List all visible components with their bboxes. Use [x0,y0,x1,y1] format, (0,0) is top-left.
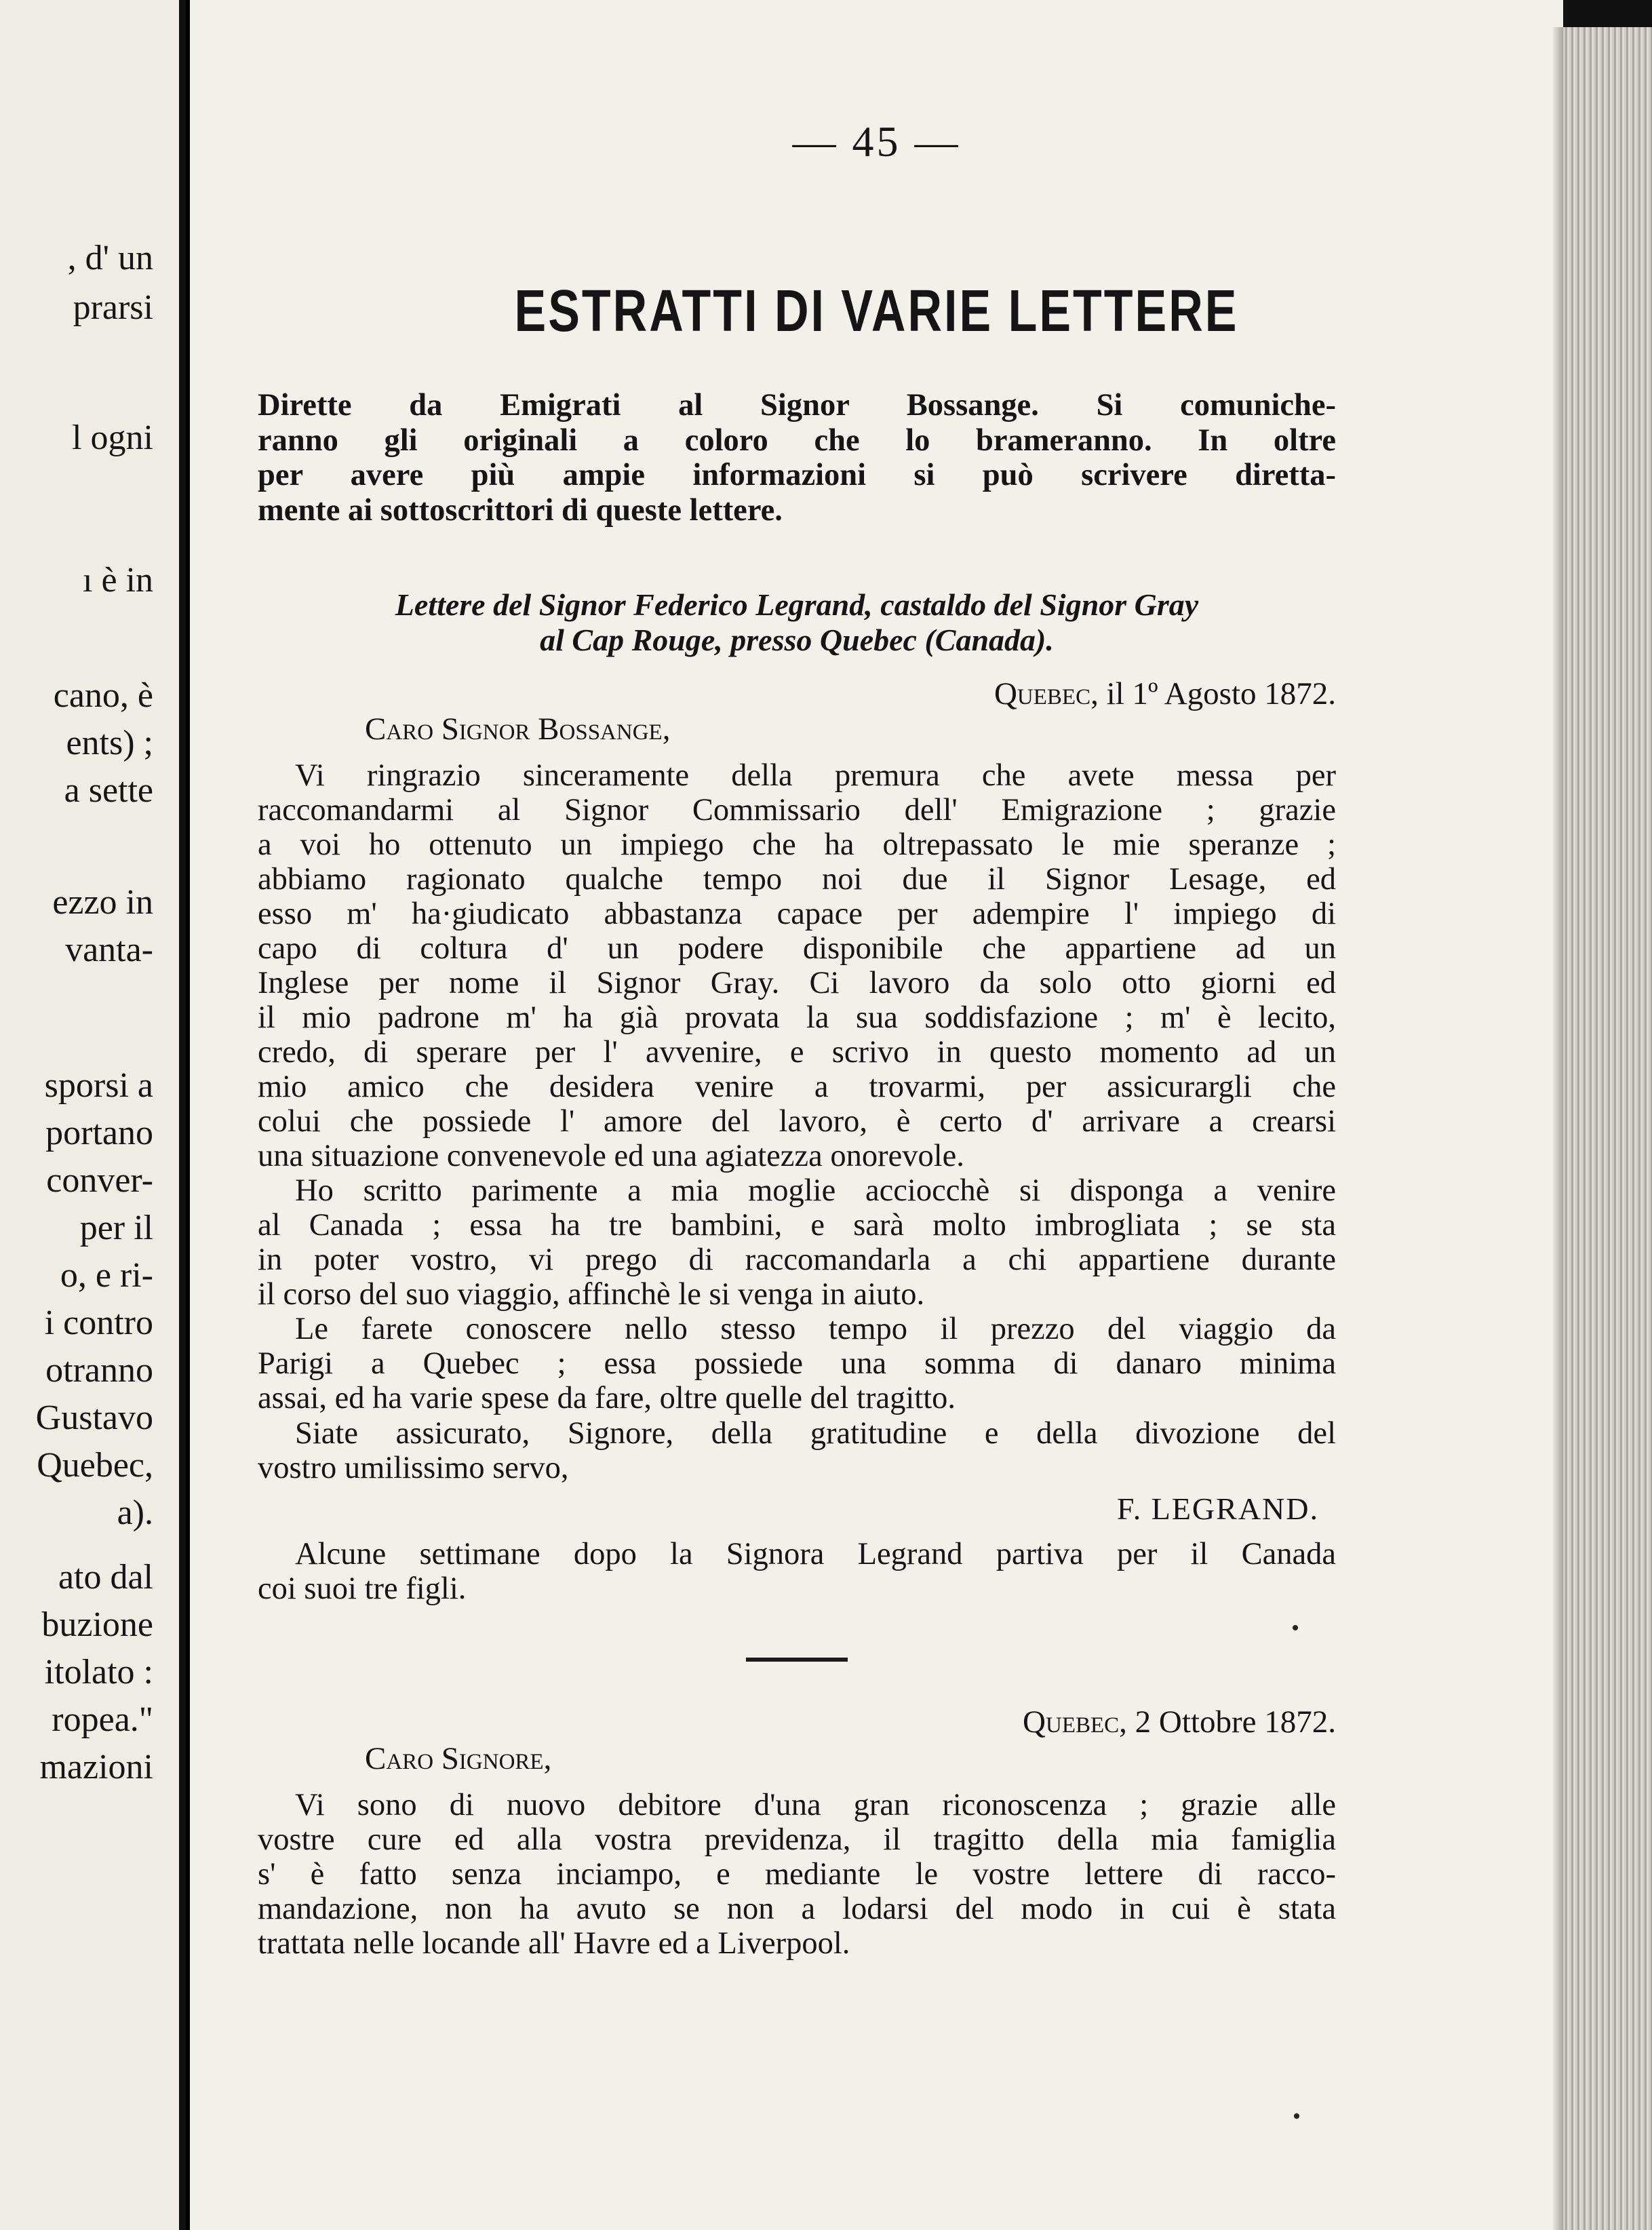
intro-line: mente ai sottoscrittori di queste lettere. [258,492,783,528]
left-page-line: conver- [46,1161,153,1200]
intro-line: Dirette da Emigrati al Signor Bossange. Si comuniche- [258,388,1336,423]
text-line: credo, di sperare per l' avvenire, e scrivo in questo momento ad un [258,1035,1336,1070]
letter2-dateline [1023,1704,1336,1740]
text-line: Le farete conoscere nello stesso tempo il prezzo del viaggio da [295,1312,1336,1346]
intro-line: per avere più ampie informazioni si può scrivere diretta- [258,458,1336,492]
left-page-line: ents) ; [66,724,153,762]
dateline-place: Quebec [994,676,1091,711]
page-number: — 45 — [792,117,961,165]
text-line: raccomandarmi al Signor Commissario dell' Emigrazione ; grazie [258,793,1336,827]
dateline-place: Quebec [1023,1704,1120,1740]
dateline-date: , 2 Ottobre 1872. [1119,1704,1336,1740]
text-line: mandazione, non ha avuto se non a lodarsi del modo in cui è stata [258,1892,1336,1926]
left-page-line: itolato : [44,1653,153,1691]
letter2-paragraph [258,1788,1336,1961]
letter1-paragraph-3 [258,1312,1336,1415]
left-page-line: a). [117,1493,153,1532]
left-page-line: prarsi [73,288,153,327]
text-line: Vi ringrazio sinceramente della premura che avete messa per [295,758,1336,793]
left-page-line: otranno [45,1351,153,1390]
left-page-line: vanta- [65,931,153,969]
letter1-salutation: Caro Signor Bossange, [365,711,671,747]
left-page-line: sporsi a [44,1066,153,1105]
text-line: il corso del suo viaggio, affinchè le si venga in aiuto. [258,1277,925,1312]
intro-paragraph [258,388,1336,528]
left-page-line: ı è in [83,561,153,600]
book-page-edges [1563,27,1652,2230]
ink-speck [1294,2113,1299,2119]
text-line: colui che possiede l' amore del lavoro, è certo d' arrivare a crearsi [258,1104,1336,1139]
text-line: al Canada ; essa ha tre bambini, e sarà molto imbrogliata ; se sta [258,1208,1336,1243]
text-line: in poter vostro, vi prego di raccomandarla a chi appartiene durante [258,1243,1336,1277]
subhead-line: al Cap Rouge, presso Quebec (Canada). [540,623,1054,657]
left-page-line: ato dal [58,1558,153,1597]
left-page-line: cano, è [53,676,153,715]
left-page-line: portano [45,1114,153,1152]
text-line: Alcune settimane dopo la Signora Legrand partiva per il Canada [295,1537,1336,1571]
left-page-line: ezzo in [52,883,153,922]
section-title: ESTRATTI DI VARIE LETTERE [514,277,1239,344]
text-line: Inglese per nome il Signor Gray. Ci lavoro da solo otto giorni ed [258,966,1336,1000]
text-line: mio amico che desidera venire a trovarmi, per assicurargli che [258,1070,1336,1104]
text-line: Siate assicurato, Signore, della gratitudine e della divozione del [295,1416,1336,1451]
left-page-line: o, e ri- [60,1256,153,1295]
text-line: coi suoi tre figli. [258,1571,467,1606]
text-line: a voi ho ottenuto un impiego che ha oltrepassato le mie speranze ; [258,827,1336,862]
letter1-paragraph-1 [258,758,1336,1173]
text-line: esso m' ha·giudicato abbastanza capace per adempire l' impiego di [258,897,1336,931]
dateline-date: , il 1º Agosto 1872. [1090,676,1336,711]
subhead-line: Lettere del Signor Federico Legrand, castaldo del Signor Gray [395,587,1199,622]
text-line: Vi sono di nuovo debitore d'una gran riconoscenza ; grazie alle [295,1788,1336,1822]
text-line: Parigi a Quebec ; essa possiede una somma di danaro minima [258,1346,1336,1381]
letter-divider [746,1658,848,1662]
ink-speck [1293,1625,1298,1630]
letters-subheading [258,587,1336,658]
letter1-dateline [994,676,1336,712]
text-line: trattata nelle locande all' Havre ed a Liverpool. [258,1926,850,1961]
intro-line: ranno gli originali a coloro che lo brameranno. In oltre [258,423,1336,458]
letter2-salutation: Caro Signore, [365,1741,552,1776]
left-page-line: l ogni [72,418,153,457]
text-line: il mio padrone m' ha già provata la sua soddisfazione ; m' è lecito, [258,1000,1336,1035]
left-page-line: ropea." [52,1700,153,1739]
left-page-line: a sette [64,771,153,810]
letter1-paragraph-2 [258,1173,1336,1312]
letter1-paragraph-4 [258,1416,1336,1485]
text-line: capo di coltura d' un podere disponibile che appartiene ad un [258,931,1336,966]
gutter-shadow [179,0,186,2230]
book-page [190,0,1563,2230]
text-line: vostre cure ed alla vostra previdenza, il tragitto della mia famiglia [258,1822,1336,1857]
letter1-signature: F. LEGRAND. [1116,1491,1319,1526]
text-line: una situazione convenevole ed una agiatezza onorevole. [258,1139,964,1173]
left-page-line: per il [79,1209,153,1247]
text-line: assai, ed ha varie spese da fare, oltre quelle del tragitto. [258,1381,956,1415]
text-line: abbiamo ragionato qualche tempo noi due il Signor Lesage, ed [258,862,1336,897]
left-page-line: mazioni [39,1748,153,1786]
left-page-line: Quebec, [37,1446,153,1485]
text-line: s' è fatto senza inciampo, e mediante le vostre lettere di racco- [258,1857,1336,1892]
left-page-line: , d' un [67,239,153,277]
letter1-note [258,1537,1336,1606]
text-line: vostro umilissimo servo, [258,1451,569,1485]
left-page-line: buzione [41,1605,153,1644]
text-line: Ho scritto parimente a mia moglie acciocchè si disponga a venire [295,1173,1336,1208]
left-page-line: Gustavo [35,1398,153,1437]
left-page-line: i contro [44,1304,153,1342]
left-page-fragment [0,0,184,2230]
